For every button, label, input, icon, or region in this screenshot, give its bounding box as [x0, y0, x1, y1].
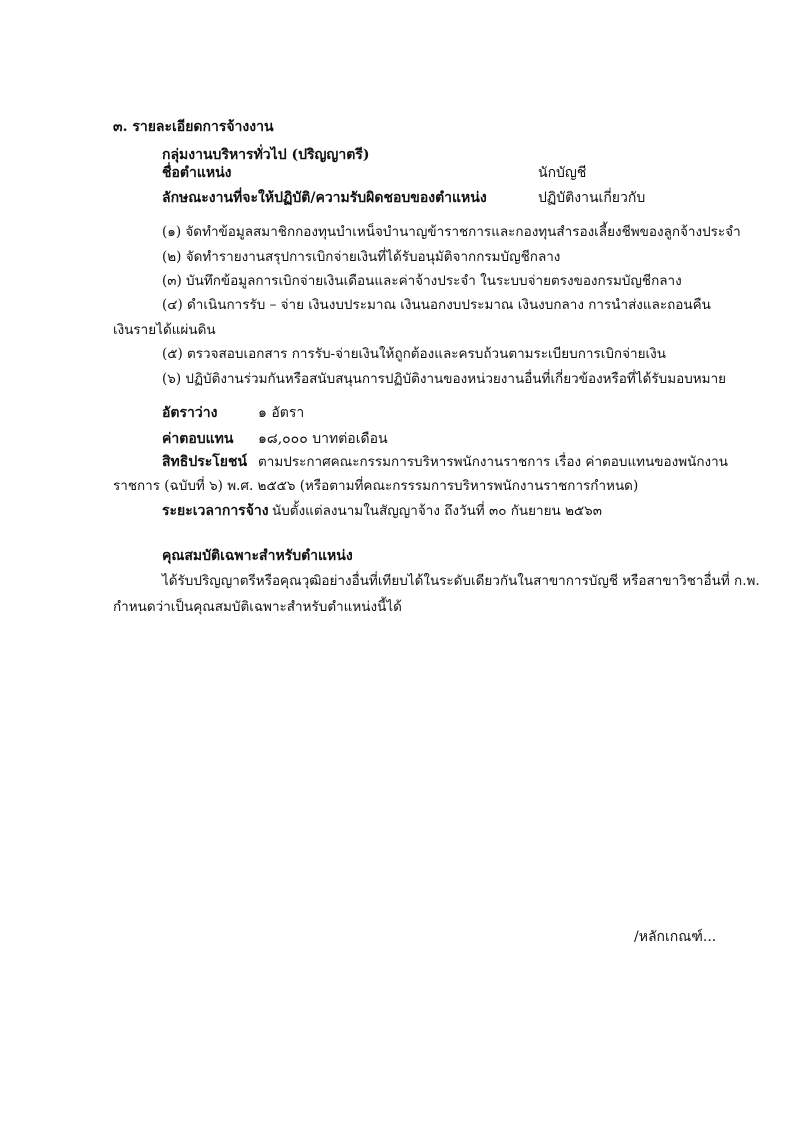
rate-value: ๑ อัตรา	[258, 405, 305, 421]
qualification-heading: คุณสมบัติเฉพาะสำหรับตำแหน่ง	[162, 548, 353, 564]
task-item: (๔) ดำเนินการรับ – จ่าย เงินงบประมาณ เงินนอกงบประมาณ เงินงบกลาง การนำส่งและถอนคืน	[162, 297, 711, 313]
section-heading: ๓. รายละเอียดการจ้างงาน	[113, 119, 274, 135]
benefit-label: สิทธิประโยชน์	[162, 454, 248, 470]
duty-label: ลักษณะงานที่จะให้ปฏิบัติ/ความรับผิดชอบของตำแหน่ง	[162, 190, 487, 206]
job-group: กลุ่มงานบริหารทั่วไป (ปริญญาตรี)	[162, 147, 370, 163]
benefit-continuation: ราชการ (ฉบับที่ ๖) พ.ศ. ๒๕๕๖ (หรือตามที่คณะกรรรมการบริหารพนักงานราชการกำหนด)	[113, 478, 639, 494]
position-label: ชื่อตำแหน่ง	[162, 165, 232, 181]
pay-label: ค่าตอบแทน	[162, 431, 234, 447]
task-item: (๑) จัดทำข้อมูลสมาชิกกองทุนบำเหน็จบำนาญข้าราชการและกองทุนสำรองเลี้ยงชีพของลูกจ้างประจำ	[162, 224, 741, 240]
task-item: (๒) จัดทำรายงานสรุปการเบิกจ่ายเงินที่ได้รับอนุมัติจากกรมบัญชีกลาง	[162, 249, 561, 265]
duty-value: ปฏิบัติงานเกี่ยวกับ	[538, 190, 646, 206]
period-label: ระยะเวลาการจ้าง	[162, 503, 269, 519]
task-item: (๓) บันทึกข้อมูลการเบิกจ่ายเงินเดือนและค่าจ้างประจำ ในระบบจ่ายตรงของกรมบัญชีกลาง	[162, 273, 682, 289]
position-value: นักบัญชี	[538, 165, 587, 181]
qualification-text-continuation: กำหนดว่าเป็นคุณสมบัติเฉพาะสำหรับตำแหน่งนี้ได้	[113, 599, 402, 615]
page-continuation-note: /หลักเกณฑ์...	[634, 929, 717, 945]
benefit-value: ตามประกาศคณะกรรมการบริหารพนักงานราชการ เรื่อง ค่าตอบแทนของพนักงาน	[258, 454, 728, 470]
task-item-continuation: เงินรายได้แผ่นดิน	[113, 322, 216, 338]
task-item: (๕) ตรวจสอบเอกสาร การรับ-จ่ายเงินให้ถูกต้องและครบถ้วนตามระเบียบการเบิกจ่ายเงิน	[162, 346, 666, 362]
pay-value: ๑๘,๐๐๐ บาทต่อเดือน	[258, 431, 388, 447]
task-item: (๖) ปฏิบัติงานร่วมกันหรือสนับสนุนการปฏิบัติงานของหน่วยงานอื่นที่เกี่ยวข้องหรือที่ได้รับมอบหมาย	[162, 371, 727, 387]
qualification-text: ได้รับปริญญาตรีหรือคุณวุฒิอย่างอื่นที่เทียบได้ในระดับเดียวกันในสาขาการบัญชี หรือสาขาวิชาอื่นที่ ก.พ.	[162, 573, 760, 589]
period-value: นับตั้งแต่ลงนามในสัญญาจ้าง ถึงวันที่ ๓๐ กันยายน ๒๕๖๓	[272, 503, 602, 519]
rate-label: อัตราว่าง	[162, 405, 218, 421]
